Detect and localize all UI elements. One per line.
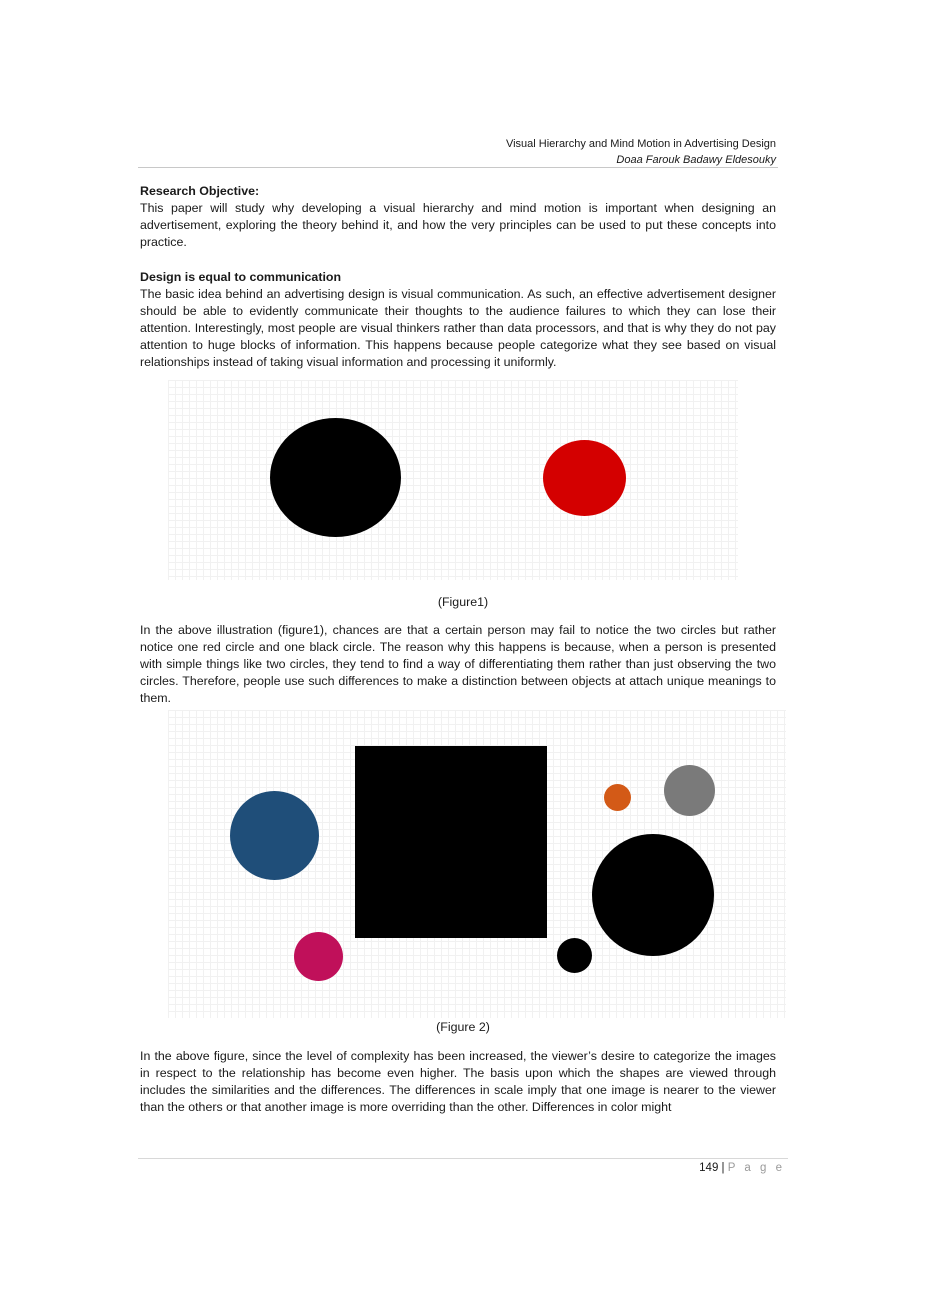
objective-heading: Research Objective: (140, 184, 260, 198)
figure-1-caption: (Figure1) (437, 595, 489, 609)
orange-circle (604, 784, 631, 811)
header-title: Visual Hierarchy and Mind Motion in Advertising Design (505, 138, 776, 150)
header-author: Doaa Farouk Badawy Eldesouky (616, 154, 776, 166)
footer-separator: | (721, 1162, 725, 1174)
page-label: P a g e (727, 1162, 785, 1174)
red-circle (543, 440, 626, 516)
running-header (140, 136, 776, 168)
objective-paragraph: This paper will study why developing a visual hierarchy and mind motion is important when designing an advertisement, exploring the theory behind it, and how the very principles can be used to put these concepts into practice. (140, 201, 776, 249)
figure-2-caption: (Figure 2) (436, 1020, 490, 1034)
communication-heading: Design is equal to communication (140, 270, 342, 284)
small-black-circle (557, 938, 592, 973)
page-number: 149 (699, 1162, 719, 1174)
figure-1-paragraph: In the above illustration (figure1), chances are that a certain person may fail to notice the two circles but rather notice one red circle and one black circle. The reason why this happens is because, when a person is presented with simple things like two circles, they tend to find a way of differentiating them rather than just observing the two circles. Therefore, people use such differences to make a distinction between objects at attach unique meanings to them. (140, 623, 776, 705)
black-square (355, 746, 547, 938)
footer-divider (138, 1158, 788, 1159)
communication-paragraph: The basic idea behind an advertising design is visual communication. As such, an effective advertisement designer should be able to evidently communicate their thoughts to the audience failures to which they can lose their attention. Interestingly, most people are visual thinkers rather than data processors, and that is why they do not pay attention to huge blocks of information. This happens because people categorize what they see based on visual relationships instead of taking visual information and processing it uniformly. (140, 287, 776, 369)
magenta-circle (294, 932, 343, 981)
gray-circle (664, 765, 715, 816)
figure-1 (168, 380, 738, 580)
figure-2-paragraph: In the above figure, since the level of complexity has been increased, the viewer’s desire to categorize the images in respect to the relationship has become even higher. The basis upon which the shapes are viewed through includes the similarities and the differences. The differences in scale imply that one image is nearer to the viewer than the others or that another image is more overriding than the other. Differences in color might (140, 1049, 776, 1114)
black-circle (270, 418, 401, 537)
page-footer (600, 1162, 785, 1174)
large-black-circle (592, 834, 714, 956)
blue-circle (230, 791, 319, 880)
figure-2 (168, 710, 786, 1018)
header-divider (138, 167, 778, 168)
